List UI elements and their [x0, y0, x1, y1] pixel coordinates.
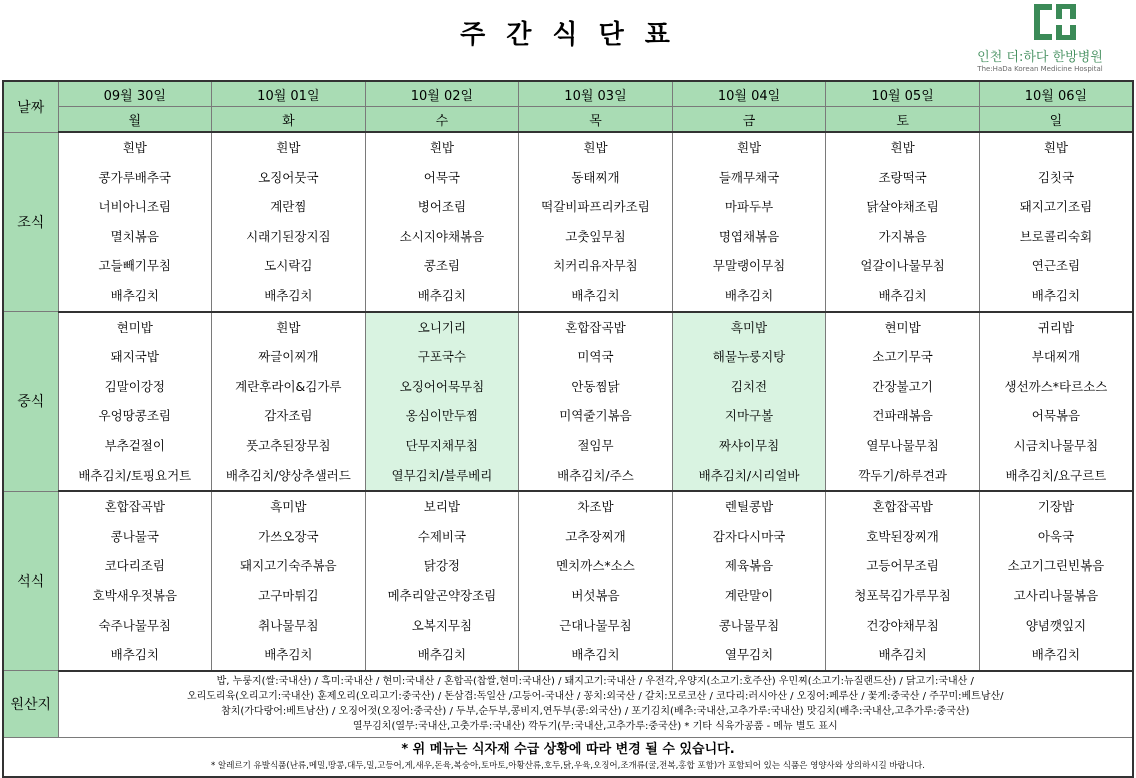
menu-item: 고사리나물볶음: [1013, 587, 1099, 603]
menu-item: 코다리조림: [104, 558, 165, 574]
menu-item: 흰밥: [276, 319, 301, 335]
menu-item: 호박된장찌개: [866, 528, 939, 544]
menu-item: 흰밥: [736, 140, 762, 155]
menu-item: 고들빼기무침: [98, 258, 171, 274]
menu-item: 배추김치: [110, 287, 159, 303]
menu-item: 배추김치/시리얼바: [698, 467, 800, 483]
menu-cell: [672, 491, 826, 671]
menu-item: 무말랭이무침: [712, 258, 786, 274]
menu-item: 짜샤이무침: [718, 437, 780, 453]
menu-cell: [519, 132, 673, 312]
menu-item: 현미밥: [884, 319, 921, 335]
menu-item: 양념깻잎지: [1025, 617, 1087, 633]
menu-item: 감자조림: [264, 408, 313, 424]
menu-item: 아욱국: [1037, 528, 1075, 544]
menu-item: 호박새우젓볶음: [92, 587, 178, 603]
menu-item: 청포묵김가루무침: [854, 587, 951, 603]
menu-item: 숙주나물무침: [98, 617, 171, 633]
weekly-menu-table: [2, 80, 1134, 778]
menu-item: 마파두부: [724, 199, 774, 215]
menu-item: 열무김치/블루베리: [391, 467, 493, 483]
menu-item: 계란찜: [270, 199, 307, 215]
menu-cell: [826, 491, 980, 671]
menu-item: 배추김치: [264, 287, 313, 303]
menu-item: 닭강정: [423, 558, 461, 574]
menu-item: 구포국수: [417, 349, 467, 365]
menu-item: 가쓰오장국: [258, 528, 319, 544]
menu-item: 배추김치: [1031, 287, 1081, 303]
menu-item: 소고기그린빈볶음: [1007, 558, 1105, 574]
menu-item: 동태찌개: [571, 169, 620, 185]
menu-item: 배추김치: [417, 647, 467, 663]
menu-cell: [979, 312, 1133, 492]
logo-name: 인천 더:하다 한방병원: [977, 50, 1103, 65]
weekday-cell: 월: [58, 107, 212, 133]
weekday-cell: 목: [519, 107, 673, 133]
menu-item: 배추김치/주스: [557, 467, 634, 483]
menu-item: 흰밥: [583, 140, 608, 155]
menu-cell: [979, 491, 1133, 671]
menu-cell: [672, 132, 826, 312]
menu-item: 풋고추된장무침: [246, 437, 331, 453]
menu-item: 기장밥: [1037, 499, 1075, 515]
meal-label: 중식: [3, 312, 58, 492]
meal-row: [3, 491, 1133, 671]
menu-item: 멸치볶음: [110, 228, 159, 244]
menu-item: 닭살야채조림: [866, 199, 939, 215]
menu-cell: [826, 312, 980, 492]
menu-item: 미역국: [577, 349, 614, 365]
date-cell: 09월 30일: [58, 81, 212, 107]
menu-item: 우엉땅콩조림: [98, 408, 171, 424]
date-row: [3, 81, 1133, 107]
menu-item: 배추김치: [1031, 647, 1081, 663]
menu-item: 배추김치: [417, 287, 467, 303]
menu-item: 브로콜리숙회: [1019, 228, 1093, 244]
menu-item: 배추김치: [110, 647, 159, 663]
menu-cell: [212, 312, 366, 492]
menu-item: 건파래볶음: [872, 408, 933, 424]
origin-line: 열무김치(열무:국내산,고춧가루:국내산) 깍두기(무:국내산,고추가루:중국산) * 기타 식육가공품 - 메뉴 별도 표시: [352, 721, 838, 733]
menu-cell: [519, 312, 673, 492]
origin-label: 원산지: [3, 671, 58, 737]
logo-mark-icon: [1034, 4, 1076, 40]
notice-main: * 위 메뉴는 식자재 수급 상황에 따라 변경 될 수 있습니다.: [401, 741, 735, 757]
meal-label: 조식: [3, 132, 58, 312]
menu-item: 단무지채무침: [405, 437, 479, 453]
menu-cell: [826, 132, 980, 312]
menu-item: 렌틸콩밥: [724, 499, 774, 515]
menu-item: 차조밥: [577, 499, 614, 515]
menu-item: 혼합잡곡밥: [872, 499, 933, 515]
menu-item: 메추리알곤약장조림: [387, 587, 497, 603]
menu-item: 떡갈비파프리카조림: [541, 199, 650, 215]
menu-item: 오니기리: [417, 319, 467, 335]
hospital-logo: [950, 2, 1130, 78]
menu-item: 배추김치/양상추샐러드: [225, 467, 351, 483]
menu-item: 배추김치: [724, 287, 774, 303]
date-cell: 10월 03일: [519, 81, 673, 107]
menu-item: 버섯볶음: [571, 587, 620, 603]
menu-item: 소고기무국: [872, 349, 933, 365]
menu-item: 배추김치/토핑요거트: [78, 467, 192, 483]
date-cell: 10월 06일: [979, 81, 1133, 107]
menu-item: 멘치까스*소스: [556, 558, 635, 574]
menu-cell: [58, 132, 212, 312]
menu-item: 흑미밥: [730, 319, 768, 335]
menu-item: 혼합잡곡밥: [104, 499, 165, 515]
menu-cell: [979, 132, 1133, 312]
menu-cell: [519, 491, 673, 671]
menu-item: 돼지고기숙주볶음: [240, 558, 337, 574]
menu-item: 명엽채볶음: [718, 228, 780, 244]
menu-item: 부추겉절이: [104, 437, 165, 453]
menu-cell: [365, 312, 519, 492]
menu-item: 미역줄기볶음: [559, 408, 632, 424]
menu-item: 절임무: [577, 437, 614, 453]
menu-cell: [58, 491, 212, 671]
menu-item: 옹심이만두찜: [405, 408, 479, 424]
origin-line: 참치(가다랑어:베트남산) / 오징어젓(오징어:중국산) / 두부,순두부,콩비지,연두부(콩:외국산) / 포기김치(배추:국내산,고추가루:국내산) 맛김치(배추:국내산,고추가루:중국산): [221, 706, 970, 718]
menu-item: 수제비국: [417, 528, 467, 544]
menu-item: 치커리유자무침: [553, 258, 638, 274]
menu-cell: [365, 491, 519, 671]
menu-item: 병어조림: [417, 199, 467, 215]
weekday-cell: 금: [672, 107, 826, 133]
page-title: 주 간 식 단 표: [460, 20, 676, 50]
menu-item: 콩나물국: [110, 528, 159, 544]
menu-item: 소시지야채볶음: [399, 228, 485, 244]
menu-item: 부대찌개: [1031, 349, 1081, 365]
menu-item: 연근조림: [1031, 258, 1081, 274]
menu-cell: [365, 132, 519, 312]
menu-item: 고구마튀김: [258, 587, 319, 603]
menu-item: 건강야채무침: [866, 617, 939, 633]
menu-item: 고등어무조림: [866, 558, 939, 574]
menu-item: 오징어뭇국: [258, 169, 319, 185]
menu-item: 배추김치: [264, 647, 313, 663]
menu-item: 혼합잡곡밥: [565, 319, 626, 335]
menu-item: 근대나물무침: [559, 617, 632, 633]
notice-row: [3, 737, 1133, 777]
menu-item: 계란후라이&김가루: [235, 378, 342, 394]
menu-item: 흰밥: [429, 140, 454, 155]
weekday-cell: 토: [826, 107, 980, 133]
menu-item: 얼갈이나물무침: [860, 258, 945, 274]
menu-item: 가지볶음: [878, 228, 927, 244]
menu-item: 고춧잎무침: [565, 228, 626, 244]
date-cell: 10월 01일: [212, 81, 366, 107]
menu-item: 오복지무침: [411, 617, 473, 633]
menu-item: 흰밥: [890, 140, 915, 155]
meal-label: 석식: [3, 491, 58, 671]
menu-item: 도시락김: [264, 258, 313, 274]
menu-item: 콩조림: [423, 258, 461, 274]
menu-item: 흰밥: [1043, 140, 1069, 155]
menu-item: 흑미밥: [270, 499, 307, 515]
menu-cell: [672, 312, 826, 492]
weekday-row: [3, 107, 1133, 133]
menu-item: 흰밥: [122, 140, 147, 155]
weekday-cell: 일: [979, 107, 1133, 133]
origin-row: [3, 671, 1133, 737]
origin-line: 밥, 누룽지(쌀:국내산) / 흑미:국내산 / 현미:국내산 / 혼합곡(찹쌀,현미:국내산) / 돼지고기:국내산 / 우전각,우양지(소고기:호주산) 우민찌(소고기:뉴질랜드산) / 닭고기:국내산 /: [216, 675, 974, 687]
menu-item: 배추김치: [878, 647, 927, 663]
menu-item: 돼지고기조림: [1019, 199, 1093, 215]
menu-item: 시금치나물무침: [1013, 437, 1099, 453]
date-cell: 10월 05일: [826, 81, 980, 107]
menu-item: 열무김치: [724, 647, 774, 663]
menu-item: 열무나물무침: [866, 437, 939, 453]
menu-item: 간장불고기: [872, 378, 933, 394]
meal-row: [3, 132, 1133, 312]
menu-item: 배추김치: [571, 287, 620, 303]
menu-item: 배추김치: [571, 647, 620, 663]
weekday-cell: 화: [212, 107, 366, 133]
menu-cell: [212, 132, 366, 312]
menu-item: 어묵국: [423, 169, 461, 185]
menu-item: 귀리밥: [1037, 319, 1075, 335]
logo-subtitle: The:HaDa Korean Medicine Hospital: [977, 65, 1103, 73]
origin-info: [58, 671, 1133, 737]
menu-item: 제육볶음: [724, 558, 774, 574]
menu-item: 배추김치/요구르트: [1005, 467, 1107, 483]
menu-item: 고추장찌개: [565, 528, 626, 544]
menu-item: 보리밥: [423, 499, 461, 515]
date-cell: 10월 02일: [365, 81, 519, 107]
notice-allergy: * 알레르기 유발식품(난류,메밀,땅콩,대두,밀,고등어,게,새우,돈육,복숭아,토마토,아황산류,호두,닭,우육,오징어,조개류(굴,전복,홍합 포함)가 포함되어 있는 식품은 영양사와 상의하시길 바랍니다.: [211, 760, 925, 771]
menu-item: 배추김치: [878, 287, 927, 303]
weekday-cell: 수: [365, 107, 519, 133]
menu-item: 너비아니조림: [98, 199, 171, 215]
menu-item: 콩가루배추국: [98, 169, 171, 185]
menu-item: 김말이강정: [104, 378, 165, 394]
menu-item: 흰밥: [276, 140, 301, 155]
menu-item: 감자다시마국: [712, 528, 786, 544]
menu-item: 김칫국: [1037, 169, 1075, 185]
menu-cell: [212, 491, 366, 671]
menu-item: 들깨무채국: [718, 169, 780, 185]
menu-item: 짜글이찌개: [258, 349, 319, 365]
date-header: 날짜: [3, 81, 58, 132]
menu-item: 계란말이: [724, 587, 774, 603]
notice: [3, 737, 1133, 777]
menu-item: 조랑떡국: [878, 169, 927, 185]
menu-item: 지마구볼: [724, 408, 774, 424]
menu-item: 오징어어묵무침: [399, 378, 485, 394]
menu-item: 깍두기/하루견과: [858, 467, 947, 483]
menu-item: 현미밥: [116, 319, 153, 335]
meal-row: [3, 312, 1133, 492]
menu-item: 안동찜닭: [571, 378, 620, 394]
origin-line: 오리도리육(오리고기:국내산) 훈제오리(오리고기:중국산) / 돈삼겹:독일산 /고등어-국내산 / 꽁치:외국산 / 갈치:모로코산 / 코다리:러시아산 / 오징어:페루산 / 꽃게:중국산 / 주꾸미:베트남산/: [186, 690, 1004, 702]
date-cell: 10월 04일: [672, 81, 826, 107]
menu-item: 취나물무침: [258, 617, 319, 633]
menu-item: 시래기된장지짐: [246, 228, 331, 244]
menu-cell: [58, 312, 212, 492]
menu-item: 해물누룽지탕: [712, 349, 786, 365]
menu-item: 김치전: [730, 378, 768, 394]
menu-item: 돼지국밥: [110, 349, 159, 365]
menu-item: 생선까스*타르소스: [1004, 378, 1108, 394]
menu-item: 어묵볶음: [1031, 408, 1081, 424]
menu-item: 콩나물무침: [718, 617, 780, 633]
